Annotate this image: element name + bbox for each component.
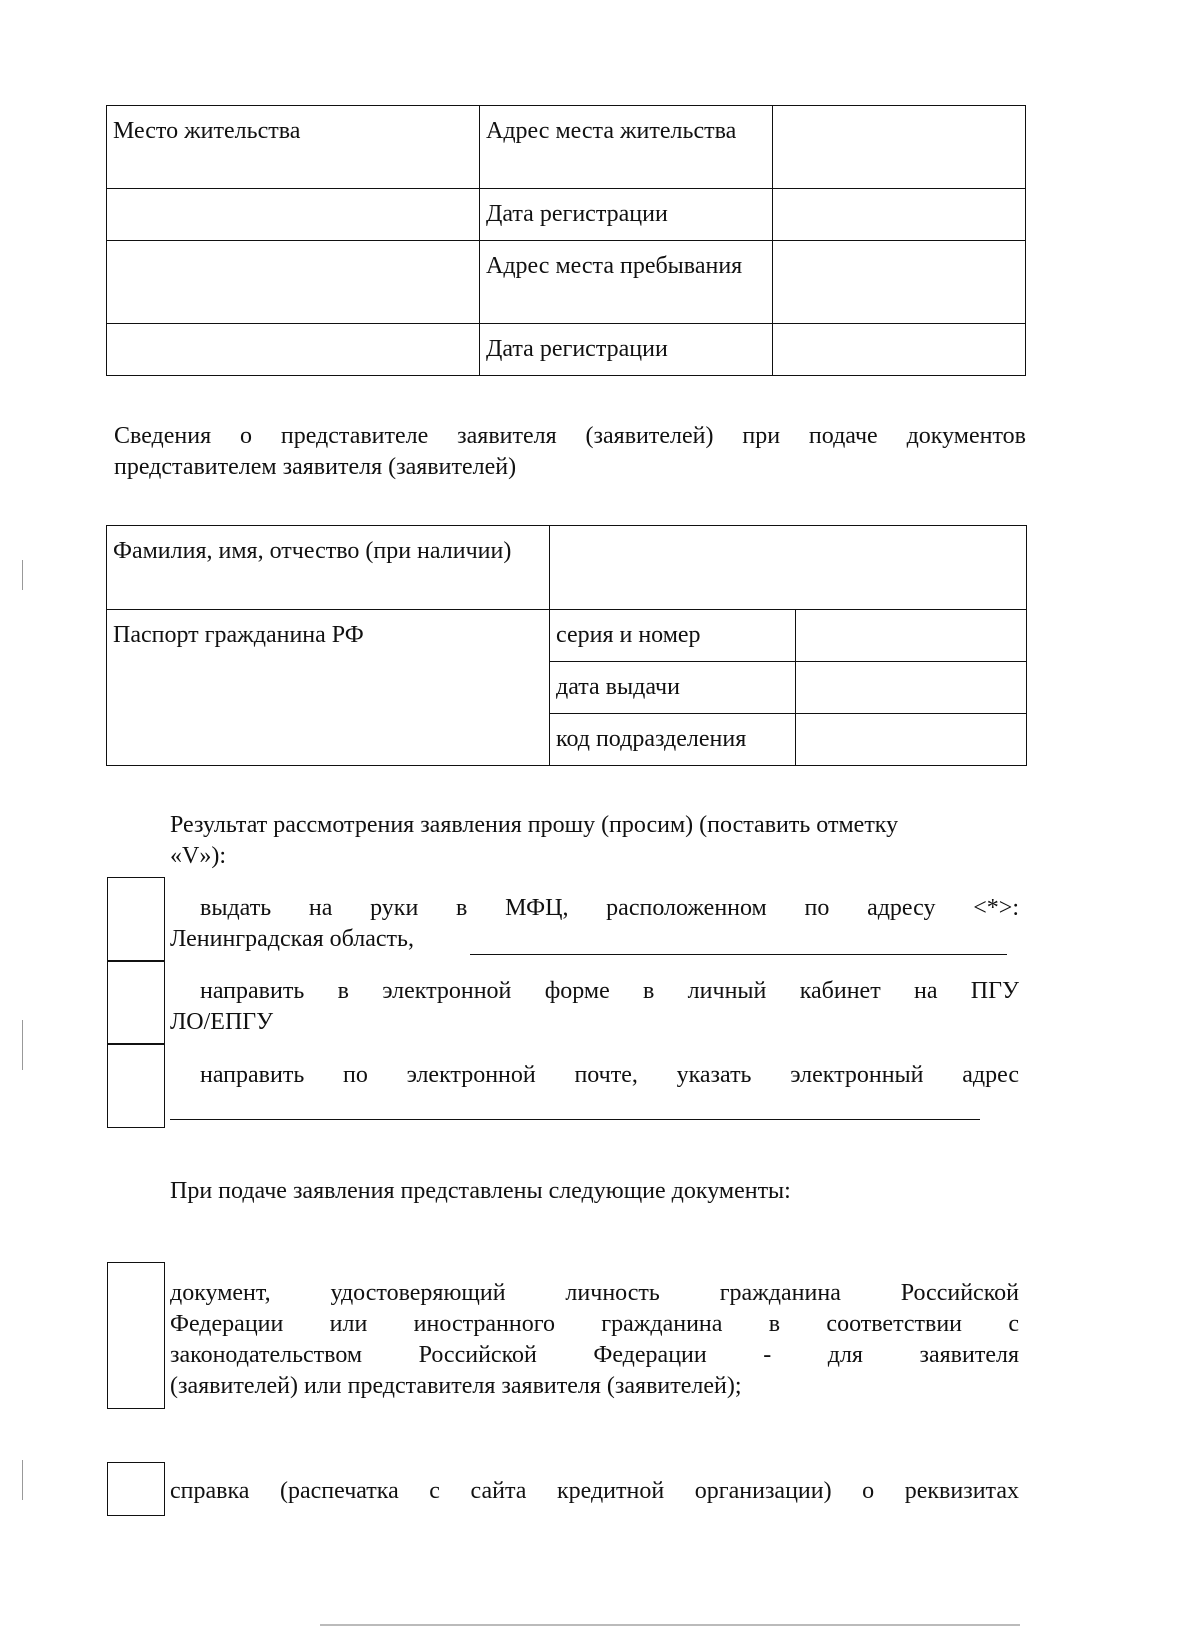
document-bank-line1: справка (распечатка с сайта кредитной организации) о реквизитах (170, 1478, 1019, 1504)
document-identity-checkbox[interactable] (107, 1262, 165, 1409)
passport-issue-date-label: дата выдачи (550, 662, 796, 714)
residence-reg-date-label: Дата регистрации (480, 189, 773, 241)
option-cabinet-text-cont: ЛО/ЕПГУ (170, 1009, 274, 1035)
passport-issue-date-value[interactable] (796, 662, 1027, 714)
representative-fio-value[interactable] (550, 526, 1027, 610)
document-identity-line2: Федерации или иностранного гражданина в соответствии с (170, 1311, 1019, 1337)
residence-empty-cell (107, 189, 480, 241)
passport-division-code-label: код подразделения (550, 714, 796, 766)
scan-bottom-edge (320, 1624, 1020, 1626)
passport-division-code-value[interactable] (796, 714, 1027, 766)
option-mfc-address-line[interactable] (470, 930, 1007, 955)
documents-intro: При подаче заявления представлены следующие документы: (170, 1178, 791, 1204)
residence-reg-date-value[interactable] (773, 189, 1026, 241)
document-bank-checkbox[interactable] (107, 1462, 165, 1516)
option-mfc-region: Ленинградская область, (170, 926, 414, 952)
representative-passport-label: Паспорт гражданина РФ (107, 610, 550, 766)
residence-empty-cell (107, 324, 480, 376)
document-identity-line3: законодательством Российской Федерации - для заявителя (170, 1342, 1019, 1368)
option-email-address-line[interactable] (170, 1095, 980, 1120)
option-cabinet-checkbox[interactable] (107, 960, 165, 1045)
option-mfc-text: выдать на руки в МФЦ, расположенном по адресу <*>: (200, 895, 1019, 921)
stay-address-label: Адрес места пребывания (480, 241, 773, 324)
option-mfc-checkbox[interactable] (107, 877, 165, 962)
scan-margin-mark (22, 1460, 23, 1500)
document-identity-line4: (заявителей) или представителя заявителя (заявителей); (170, 1373, 742, 1399)
residence-section-label: Место жительства (107, 106, 480, 189)
representative-table (106, 525, 1027, 766)
stay-reg-date-label: Дата регистрации (480, 324, 773, 376)
result-intro: Результат рассмотрения заявления прошу (просим) (поставить отметку «V»): (170, 812, 899, 869)
stay-address-value[interactable] (773, 241, 1026, 324)
representative-fio-label: Фамилия, имя, отчество (при наличии) (107, 526, 550, 610)
stay-reg-date-value[interactable] (773, 324, 1026, 376)
option-cabinet-text: направить в электронной форме в личный кабинет на ПГУ (200, 978, 1019, 1004)
scan-margin-mark (22, 1020, 23, 1070)
residence-empty-cell (107, 241, 480, 324)
document-identity-line1: документ, удостоверяющий личность гражданина Российской (170, 1280, 1019, 1306)
option-email-checkbox[interactable] (107, 1043, 165, 1128)
representative-heading: Сведения о представителе заявителя (заявителей) при подаче документов представителем заявителя (заявителей) (114, 423, 1026, 480)
passport-series-label: серия и номер (550, 610, 796, 662)
passport-series-value[interactable] (796, 610, 1027, 662)
option-email-text: направить по электронной почте, указать электронный адрес (200, 1062, 1019, 1088)
scan-margin-mark (22, 560, 23, 590)
residence-table (106, 105, 1026, 376)
residence-address-value[interactable] (773, 106, 1026, 189)
residence-address-label: Адрес места жительства (480, 106, 773, 189)
